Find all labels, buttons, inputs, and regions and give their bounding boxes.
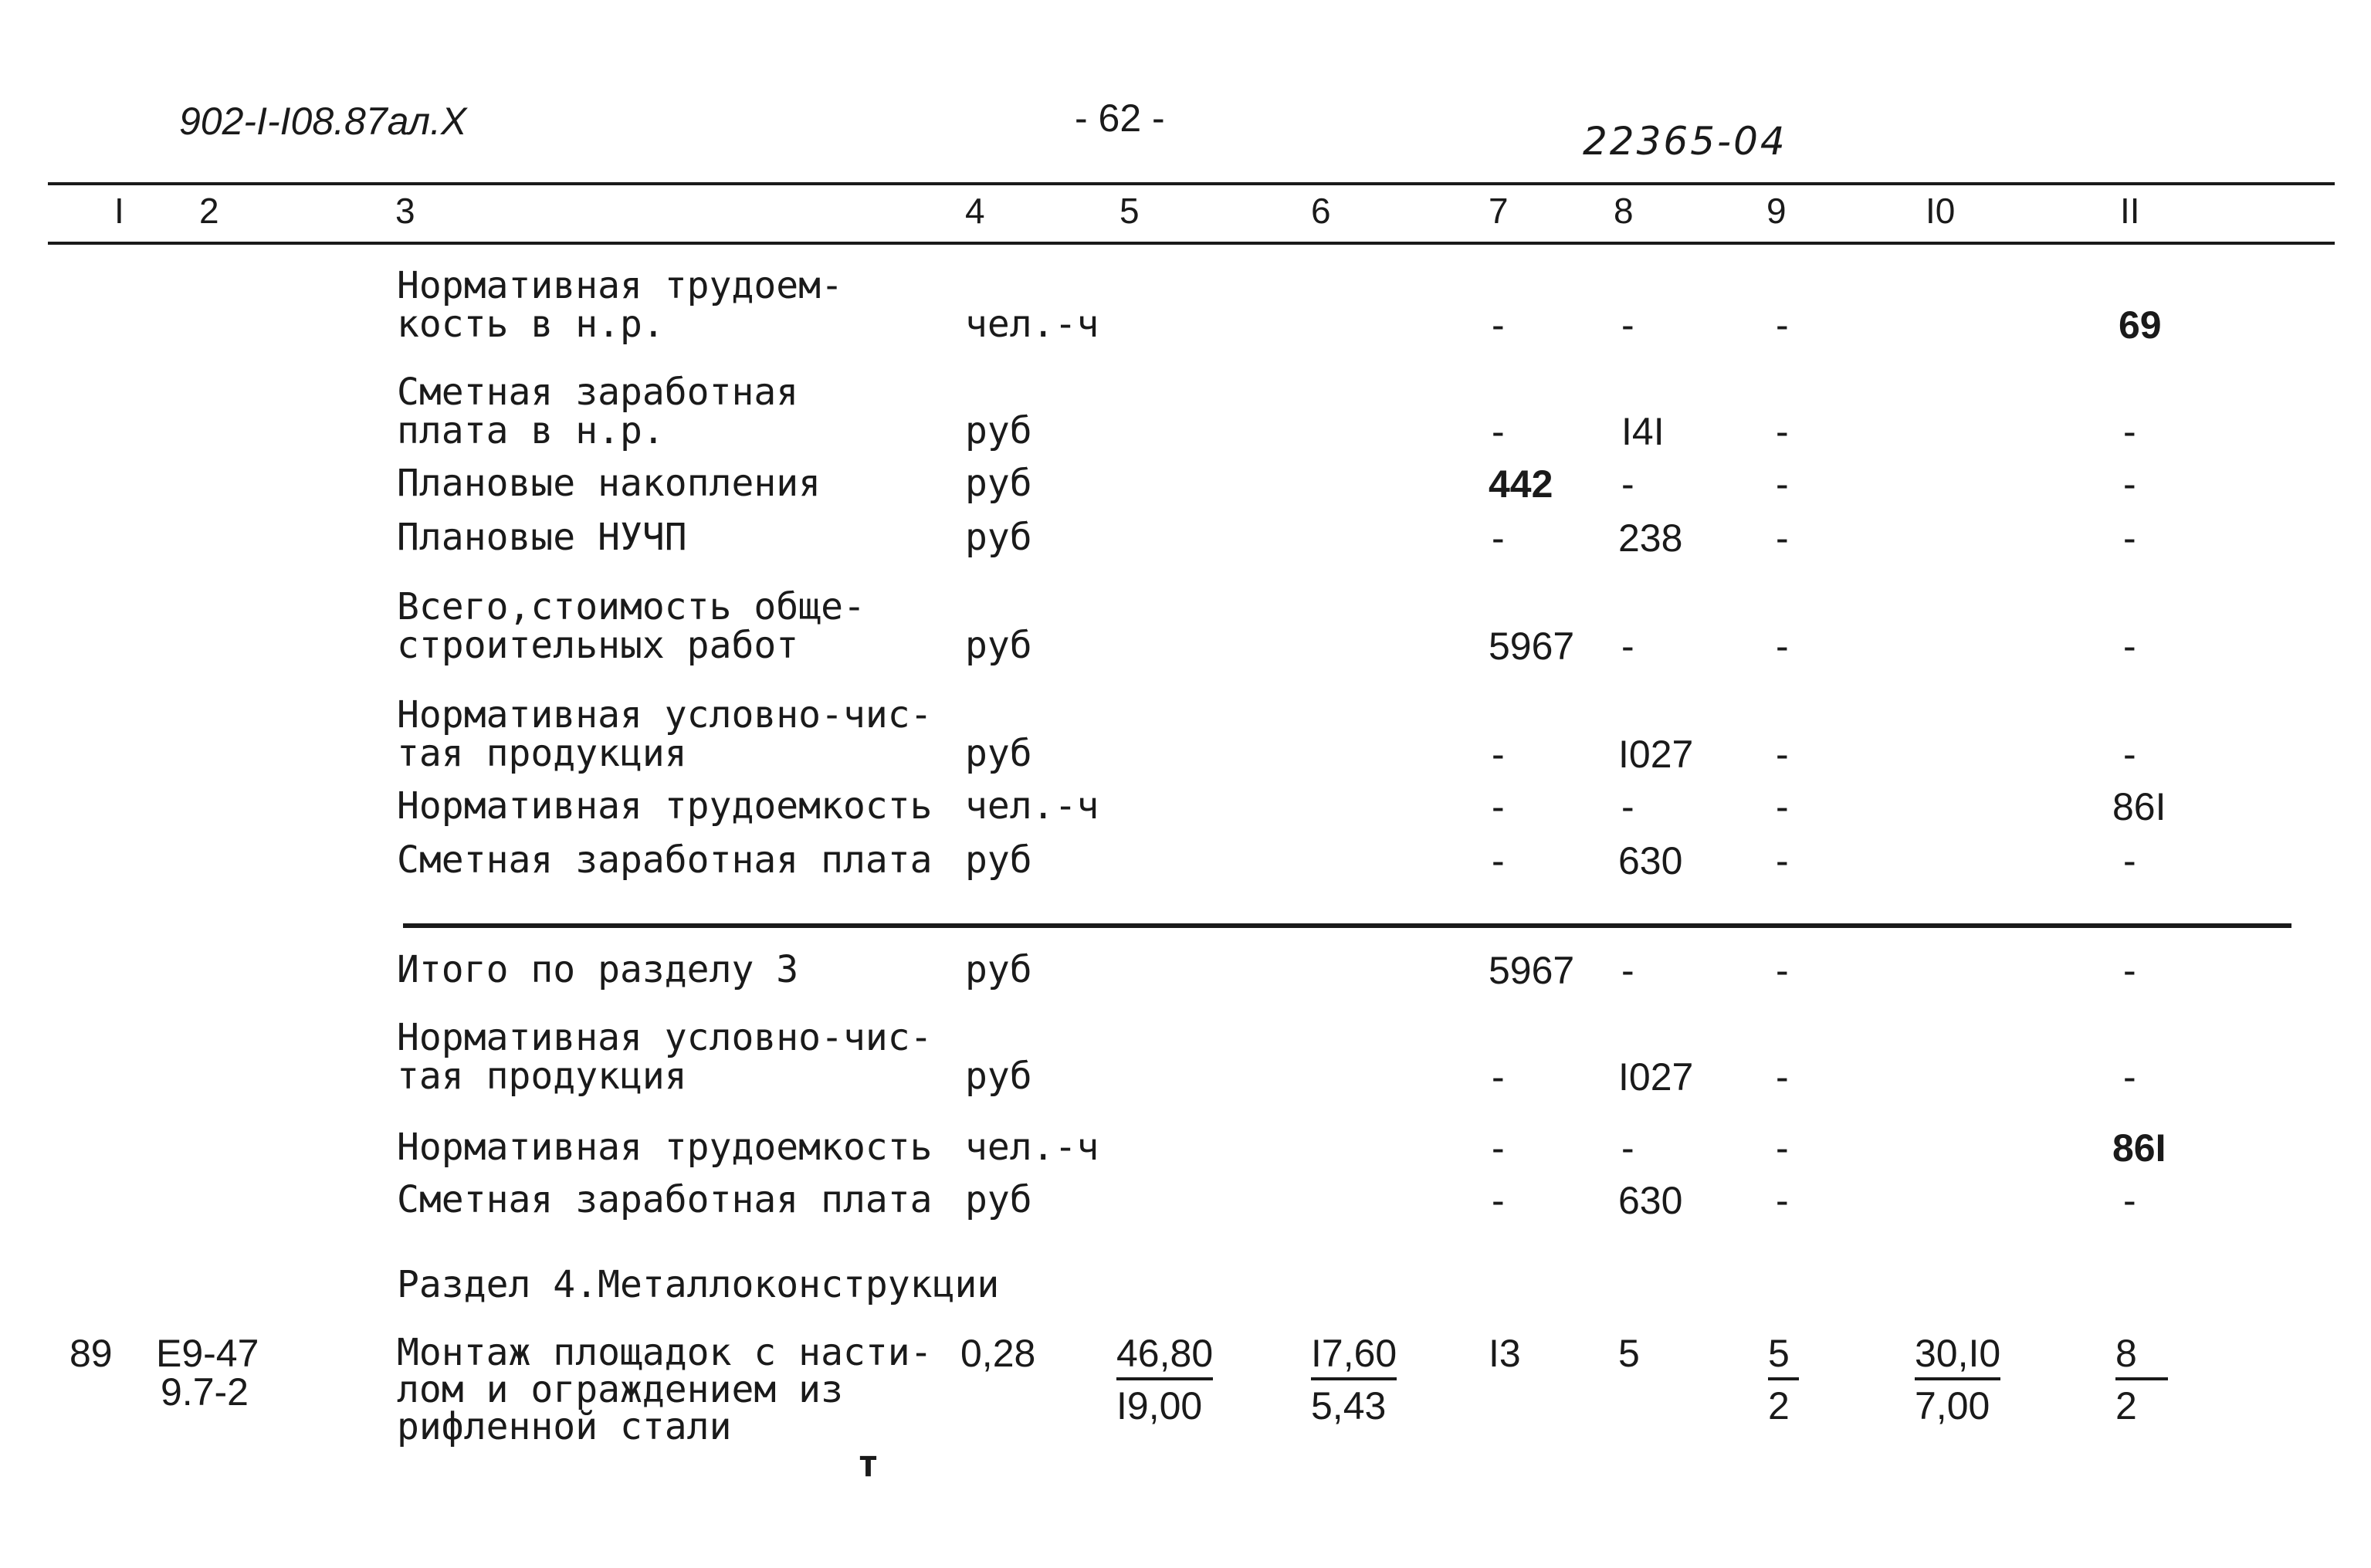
column-header-6: 6 <box>1311 191 1331 231</box>
cell-col9: - <box>1776 949 1789 992</box>
cell-col9: - <box>1776 516 1789 560</box>
cell-col11: - <box>2123 410 2136 453</box>
cell-col8: - <box>1621 462 1634 506</box>
cell-col5-fraction <box>1116 1334 1213 1425</box>
row-label: Нормативная трудоемкость <box>397 1126 933 1169</box>
cell-col4: 0,28 <box>960 1332 1036 1375</box>
row-unit: чел.-ч <box>965 1126 1099 1169</box>
cell-col7: - <box>1492 1179 1505 1222</box>
cell-col8: I027 <box>1618 733 1694 776</box>
cell-col11: - <box>2123 625 2136 668</box>
cell-col11: - <box>2123 733 2136 776</box>
cell-col9: - <box>1776 410 1789 453</box>
cell-col8: - <box>1621 303 1634 347</box>
item-unit-mark: т <box>857 1442 879 1485</box>
cell-col8: I027 <box>1618 1055 1694 1099</box>
cell-col7: - <box>1492 785 1505 828</box>
cell-col10-fraction <box>1915 1334 2000 1425</box>
row-label-line2: кость в н.р. <box>397 303 665 346</box>
cell-col7: - <box>1492 516 1505 560</box>
item-code-line2: 9.7-2 <box>161 1370 249 1414</box>
row-unit: руб <box>965 948 1032 991</box>
cell-col6-fraction <box>1311 1334 1397 1425</box>
item-code-line1: Е9-47 <box>156 1332 259 1375</box>
cell-col11: - <box>2123 1179 2136 1222</box>
cell-col8: 238 <box>1618 516 1683 560</box>
item-name-line2: лом и ограждением из <box>397 1368 843 1411</box>
column-header-3: 3 <box>395 191 415 231</box>
cell-col10-denominator: 7,00 <box>1915 1384 1990 1427</box>
cell-col10-numerator: 30,I0 <box>1915 1334 2000 1380</box>
section-total-rule <box>403 923 2291 928</box>
cell-col7: - <box>1492 1055 1505 1099</box>
row-label: Плановые НУЧП <box>397 516 687 559</box>
cell-col7: 5967 <box>1489 625 1575 668</box>
cell-col11: - <box>2123 949 2136 992</box>
row-unit: руб <box>965 516 1032 559</box>
cell-col9-numerator: 5 <box>1768 1334 1799 1380</box>
section-title: Раздел 4.Металлоконструкции <box>397 1263 1000 1306</box>
cell-col9: - <box>1776 303 1789 347</box>
row-label-line2: тая продукция <box>397 1055 687 1098</box>
row-label-line2: тая продукция <box>397 732 687 775</box>
page-number: - 62 - <box>1075 97 1165 140</box>
cell-col9-denominator: 2 <box>1768 1384 1790 1427</box>
cell-col7: 442 <box>1489 462 1553 506</box>
row-unit: руб <box>965 1055 1032 1098</box>
cell-col9: - <box>1776 733 1789 776</box>
cell-col11: - <box>2123 516 2136 560</box>
document-code: 902-I-I08.87ал.X <box>179 100 467 143</box>
cell-col7: I3 <box>1489 1332 1521 1375</box>
cell-col11: - <box>2123 1055 2136 1099</box>
row-label: Плановые накопления <box>397 462 821 505</box>
cell-col8: - <box>1621 949 1634 992</box>
cell-col9: - <box>1776 462 1789 506</box>
column-header-2: 2 <box>199 191 219 231</box>
cell-col8: - <box>1621 625 1634 668</box>
cell-col7: - <box>1492 410 1505 453</box>
cell-col9: - <box>1776 1055 1789 1099</box>
column-header-10: I0 <box>1926 191 1956 231</box>
row-label: Сметная заработная плата <box>397 1178 933 1221</box>
cell-col6-denominator: 5,43 <box>1311 1384 1387 1427</box>
row-unit: чел.-ч <box>965 303 1099 346</box>
row-unit: руб <box>965 732 1032 775</box>
row-label: Нормативная трудоемкость <box>397 784 933 828</box>
handwritten-document-number: 22365-04 <box>1583 119 1787 164</box>
cell-col5-denominator: I9,00 <box>1116 1384 1203 1427</box>
cell-col11-numerator: 8 <box>2115 1334 2168 1380</box>
item-name-line1: Монтаж площадок с насти- <box>397 1331 933 1374</box>
cell-col8: I4I <box>1621 410 1665 453</box>
cell-col9: - <box>1776 785 1789 828</box>
header-bottom-rule <box>48 242 2335 245</box>
row-label-line2: плата в н.р. <box>397 409 665 452</box>
cell-col8: 630 <box>1618 1179 1683 1222</box>
cell-col6-numerator: I7,60 <box>1311 1334 1397 1380</box>
cell-col7: - <box>1492 733 1505 776</box>
cell-col7: 5967 <box>1489 949 1575 992</box>
row-label: Итого по разделу 3 <box>397 948 799 991</box>
cell-col11: 86I <box>2112 1126 2166 1170</box>
row-label-line2: строительных работ <box>397 624 799 667</box>
cell-col9-fraction <box>1768 1334 1799 1425</box>
item-number: 89 <box>69 1332 113 1375</box>
row-label-line1: Сметная заработная <box>397 371 799 414</box>
cell-col11: 69 <box>2119 303 2162 347</box>
column-header-9: 9 <box>1766 191 1787 231</box>
cell-col9: - <box>1776 1126 1789 1170</box>
cell-col8: - <box>1621 785 1634 828</box>
cell-col11-fraction <box>2115 1334 2168 1425</box>
row-unit: руб <box>965 624 1032 667</box>
cell-col7: - <box>1492 303 1505 347</box>
header-top-rule <box>48 182 2335 185</box>
cell-col9: - <box>1776 839 1789 882</box>
cell-col11-denominator: 2 <box>2115 1384 2137 1427</box>
cell-col8: 5 <box>1618 1332 1640 1375</box>
cell-col8: - <box>1621 1126 1634 1170</box>
cell-col7: - <box>1492 1126 1505 1170</box>
cell-col8: 630 <box>1618 839 1683 882</box>
row-label-line1: Нормативная условно-чис- <box>397 1016 933 1059</box>
column-header-4: 4 <box>965 191 985 231</box>
cell-col11: - <box>2123 462 2136 506</box>
column-header-5: 5 <box>1119 191 1140 231</box>
cell-col11: 86I <box>2112 785 2166 828</box>
column-header-1: I <box>114 191 124 231</box>
row-label-line1: Нормативная условно-чис- <box>397 693 933 737</box>
cell-col7: - <box>1492 839 1505 882</box>
cell-col11: - <box>2123 839 2136 882</box>
row-label-line1: Всего,стоимость обще- <box>397 585 865 628</box>
cell-col9: - <box>1776 625 1789 668</box>
row-unit: руб <box>965 409 1032 452</box>
row-unit: руб <box>965 1178 1032 1221</box>
cell-col9: - <box>1776 1179 1789 1222</box>
row-label: Сметная заработная плата <box>397 838 933 882</box>
column-header-7: 7 <box>1489 191 1509 231</box>
item-name-line3: рифленной стали <box>397 1405 732 1448</box>
row-unit: руб <box>965 838 1032 882</box>
column-header-11: II <box>2120 191 2140 231</box>
row-unit: руб <box>965 462 1032 505</box>
column-header-8: 8 <box>1614 191 1634 231</box>
row-label-line1: Нормативная трудоем- <box>397 264 843 307</box>
cell-col5-numerator: 46,80 <box>1116 1334 1213 1380</box>
row-unit: чел.-ч <box>965 784 1099 828</box>
